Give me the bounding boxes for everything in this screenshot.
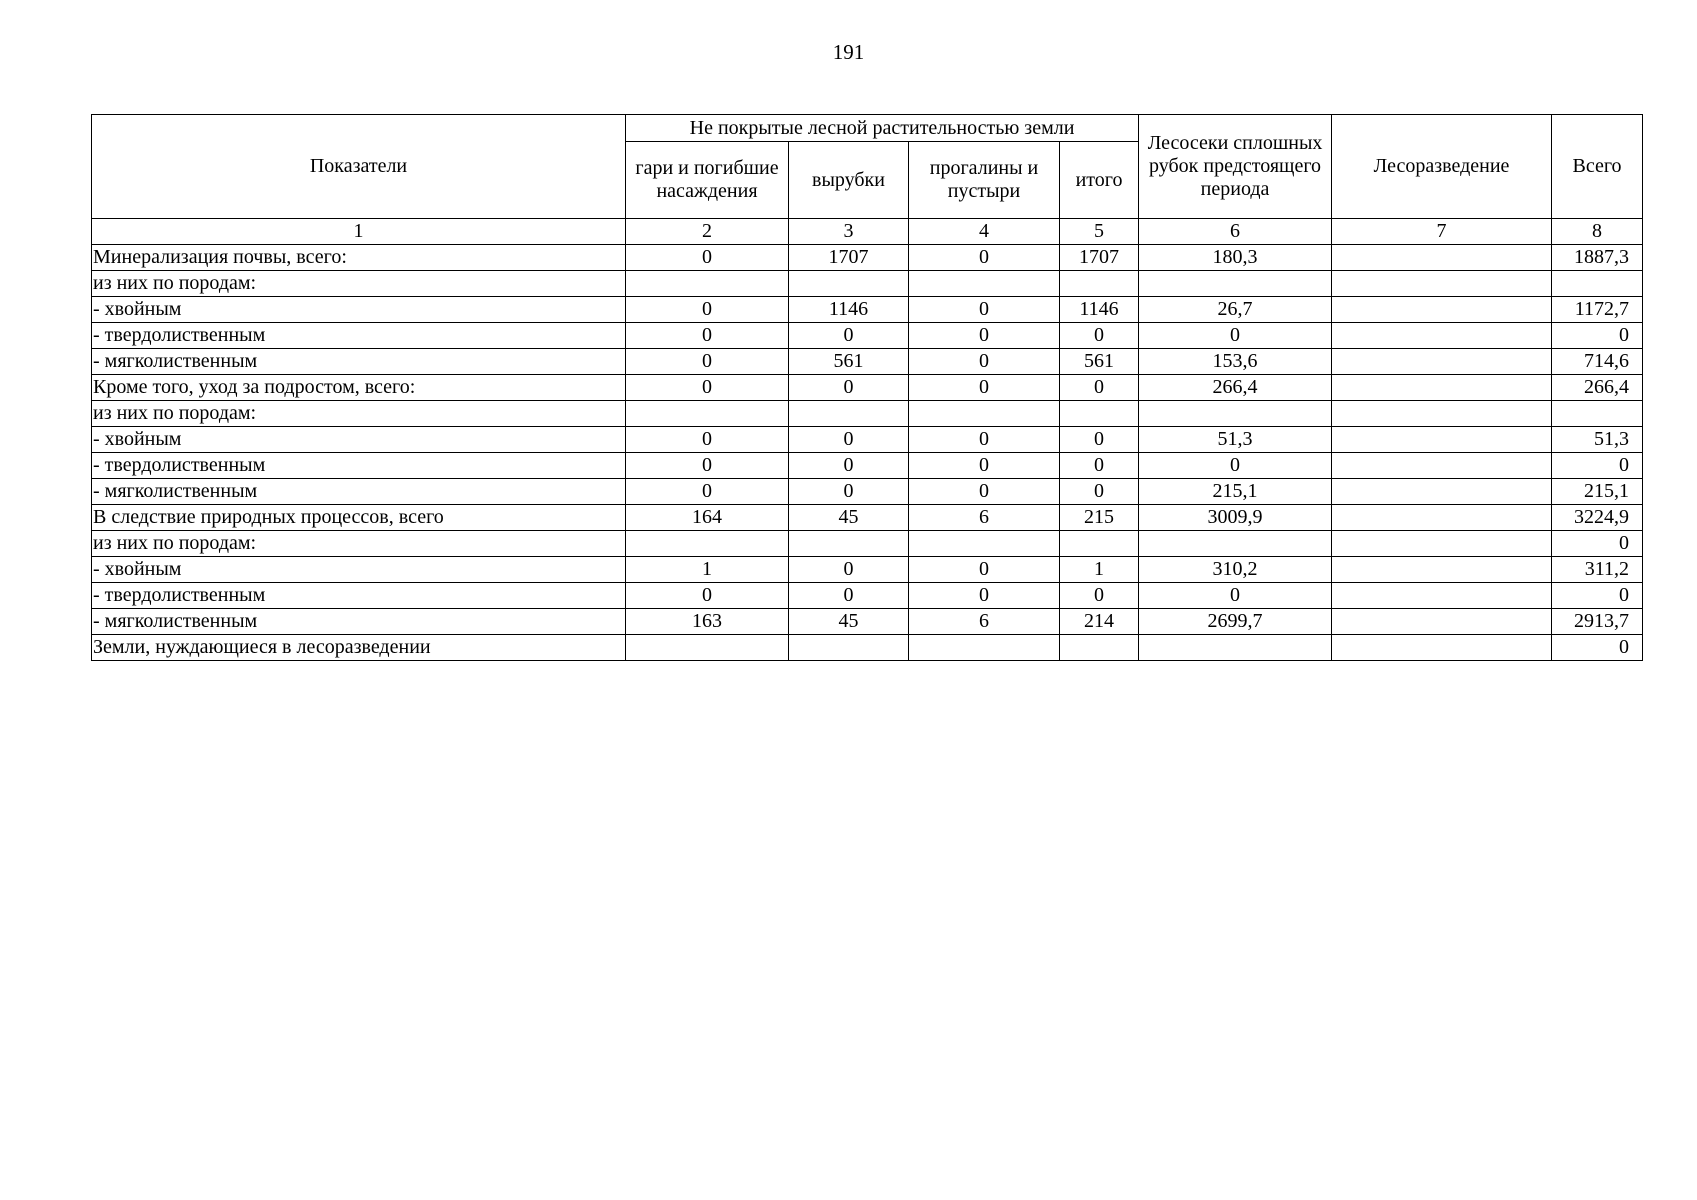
row-label: - хвойным (92, 557, 626, 583)
row-label: из них по породам: (92, 401, 626, 427)
cell-col-2: 164 (626, 505, 789, 531)
cell-col-8 (1552, 401, 1643, 427)
cell-col-7 (1332, 583, 1552, 609)
cell-col-6: 0 (1139, 583, 1332, 609)
cell-col-3 (789, 635, 909, 661)
table-row (92, 453, 1643, 479)
cell-col-4 (909, 635, 1060, 661)
cell-col-6: 310,2 (1139, 557, 1332, 583)
column-number: 4 (909, 219, 1060, 245)
cell-col-5: 0 (1060, 375, 1139, 401)
cell-col-5: 1707 (1060, 245, 1139, 271)
cell-col-6: 0 (1139, 453, 1332, 479)
cell-col-2: 0 (626, 349, 789, 375)
cell-col-5: 0 (1060, 583, 1139, 609)
cell-col-2: 0 (626, 479, 789, 505)
column-number: 7 (1332, 219, 1552, 245)
cell-col-3: 0 (789, 375, 909, 401)
row-label: Минерализация почвы, всего: (92, 245, 626, 271)
cell-col-8: 215,1 (1552, 479, 1643, 505)
cell-col-5 (1060, 271, 1139, 297)
column-number: 6 (1139, 219, 1332, 245)
table-row (92, 245, 1643, 271)
header-not-covered-group: Не покрытые лесной растительностью земли (626, 115, 1139, 142)
cell-col-4: 0 (909, 479, 1060, 505)
cell-col-8: 0 (1552, 323, 1643, 349)
cell-col-7 (1332, 245, 1552, 271)
row-label: - мягколиственным (92, 479, 626, 505)
cell-col-4: 0 (909, 557, 1060, 583)
cell-col-7 (1332, 531, 1552, 557)
table-row (92, 479, 1643, 505)
cell-col-6 (1139, 271, 1332, 297)
forest-measures-table (91, 114, 1643, 661)
table-row (92, 401, 1643, 427)
cell-col-8: 51,3 (1552, 427, 1643, 453)
row-label: Земли, нуждающиеся в лесоразведении (92, 635, 626, 661)
cell-col-4: 0 (909, 375, 1060, 401)
table-row (92, 375, 1643, 401)
row-label: - твердолиственным (92, 323, 626, 349)
row-label: - хвойным (92, 297, 626, 323)
header-total: Всего (1552, 115, 1643, 219)
cell-col-4 (909, 531, 1060, 557)
table-row (92, 297, 1643, 323)
header-burnt: гари и погибшие насаждения (626, 142, 789, 219)
header-subtotal: итого (1060, 142, 1139, 219)
cell-col-3: 1146 (789, 297, 909, 323)
row-label: - твердолиственным (92, 583, 626, 609)
cell-col-3: 0 (789, 453, 909, 479)
cell-col-2: 0 (626, 453, 789, 479)
cell-col-7 (1332, 375, 1552, 401)
table-row (92, 323, 1643, 349)
header-indicators: Показатели (92, 115, 626, 219)
table-row (92, 557, 1643, 583)
cell-col-7 (1332, 297, 1552, 323)
cell-col-3 (789, 271, 909, 297)
cell-col-5 (1060, 401, 1139, 427)
table-row (92, 271, 1643, 297)
cell-col-7 (1332, 323, 1552, 349)
row-label: - твердолиственным (92, 453, 626, 479)
cell-col-5: 215 (1060, 505, 1139, 531)
cell-col-4: 0 (909, 583, 1060, 609)
row-label: - мягколиственным (92, 609, 626, 635)
cell-col-6: 215,1 (1139, 479, 1332, 505)
header-row-top (92, 115, 1643, 142)
cell-col-4: 0 (909, 297, 1060, 323)
cell-col-8: 311,2 (1552, 557, 1643, 583)
cell-col-2 (626, 531, 789, 557)
cell-col-3: 1707 (789, 245, 909, 271)
cell-col-4: 0 (909, 323, 1060, 349)
cell-col-7 (1332, 401, 1552, 427)
column-number: 2 (626, 219, 789, 245)
cell-col-8: 1172,7 (1552, 297, 1643, 323)
cell-col-2 (626, 271, 789, 297)
table-row (92, 427, 1643, 453)
cell-col-7 (1332, 427, 1552, 453)
cell-col-7 (1332, 609, 1552, 635)
cell-col-3: 0 (789, 323, 909, 349)
cell-col-5: 561 (1060, 349, 1139, 375)
cell-col-6: 0 (1139, 323, 1332, 349)
column-number: 3 (789, 219, 909, 245)
table-row (92, 349, 1643, 375)
table-header (92, 115, 1643, 245)
cell-col-8: 0 (1552, 635, 1643, 661)
table-row (92, 583, 1643, 609)
cell-col-5: 1146 (1060, 297, 1139, 323)
column-number: 1 (92, 219, 626, 245)
cell-col-5 (1060, 531, 1139, 557)
cell-col-4: 0 (909, 453, 1060, 479)
cell-col-6: 153,6 (1139, 349, 1332, 375)
cell-col-3 (789, 401, 909, 427)
cell-col-6: 3009,9 (1139, 505, 1332, 531)
cell-col-8: 0 (1552, 453, 1643, 479)
cell-col-3: 0 (789, 427, 909, 453)
table-row (92, 635, 1643, 661)
cell-col-3: 45 (789, 609, 909, 635)
cell-col-8: 3224,9 (1552, 505, 1643, 531)
cell-col-8: 0 (1552, 531, 1643, 557)
cell-col-8: 1887,3 (1552, 245, 1643, 271)
column-number: 5 (1060, 219, 1139, 245)
cell-col-3 (789, 531, 909, 557)
row-label: Кроме того, уход за подростом, всего: (92, 375, 626, 401)
cell-col-4 (909, 401, 1060, 427)
cell-col-7 (1332, 505, 1552, 531)
cell-col-4: 0 (909, 427, 1060, 453)
cell-col-6: 26,7 (1139, 297, 1332, 323)
cell-col-2: 0 (626, 583, 789, 609)
cell-col-2: 0 (626, 375, 789, 401)
cell-col-2: 0 (626, 245, 789, 271)
cell-col-6 (1139, 531, 1332, 557)
column-numbers-row (92, 219, 1643, 245)
header-clearings: вырубки (789, 142, 909, 219)
cell-col-2: 1 (626, 557, 789, 583)
cell-col-5 (1060, 635, 1139, 661)
cell-col-6: 51,3 (1139, 427, 1332, 453)
cell-col-5: 1 (1060, 557, 1139, 583)
cell-col-7 (1332, 479, 1552, 505)
cell-col-8: 2913,7 (1552, 609, 1643, 635)
cell-col-2: 163 (626, 609, 789, 635)
cell-col-4: 6 (909, 505, 1060, 531)
cell-col-2: 0 (626, 427, 789, 453)
cell-col-2 (626, 635, 789, 661)
cell-col-4: 0 (909, 349, 1060, 375)
cell-col-4 (909, 271, 1060, 297)
row-label: - хвойным (92, 427, 626, 453)
cell-col-8: 0 (1552, 583, 1643, 609)
page-number: 191 (832, 40, 865, 64)
table-row (92, 609, 1643, 635)
row-label: из них по породам: (92, 531, 626, 557)
cell-col-6 (1139, 401, 1332, 427)
cell-col-5: 0 (1060, 427, 1139, 453)
cell-col-3: 45 (789, 505, 909, 531)
cell-col-3: 561 (789, 349, 909, 375)
header-cutting-areas: Лесосеки сплошных рубок предстоящего периода (1139, 115, 1332, 219)
cell-col-7 (1332, 635, 1552, 661)
cell-col-3: 0 (789, 557, 909, 583)
cell-col-7 (1332, 557, 1552, 583)
cell-col-5: 0 (1060, 323, 1139, 349)
cell-col-7 (1332, 271, 1552, 297)
cell-col-4: 0 (909, 245, 1060, 271)
header-afforestation: Лесоразведение (1332, 115, 1552, 219)
cell-col-8 (1552, 271, 1643, 297)
row-label: - мягколиственным (92, 349, 626, 375)
table-body (92, 245, 1643, 661)
column-number: 8 (1552, 219, 1643, 245)
cell-col-3: 0 (789, 479, 909, 505)
cell-col-8: 714,6 (1552, 349, 1643, 375)
cell-col-7 (1332, 453, 1552, 479)
cell-col-5: 0 (1060, 453, 1139, 479)
table-row (92, 505, 1643, 531)
cell-col-2: 0 (626, 297, 789, 323)
cell-col-7 (1332, 349, 1552, 375)
header-glades: прогалины и пустыри (909, 142, 1060, 219)
cell-col-2 (626, 401, 789, 427)
cell-col-8: 266,4 (1552, 375, 1643, 401)
cell-col-5: 214 (1060, 609, 1139, 635)
cell-col-6: 266,4 (1139, 375, 1332, 401)
cell-col-4: 6 (909, 609, 1060, 635)
cell-col-5: 0 (1060, 479, 1139, 505)
cell-col-3: 0 (789, 583, 909, 609)
row-label: из них по породам: (92, 271, 626, 297)
table-row (92, 531, 1643, 557)
cell-col-6: 180,3 (1139, 245, 1332, 271)
row-label: В следствие природных процессов, всего (92, 505, 626, 531)
cell-col-6: 2699,7 (1139, 609, 1332, 635)
cell-col-6 (1139, 635, 1332, 661)
cell-col-2: 0 (626, 323, 789, 349)
